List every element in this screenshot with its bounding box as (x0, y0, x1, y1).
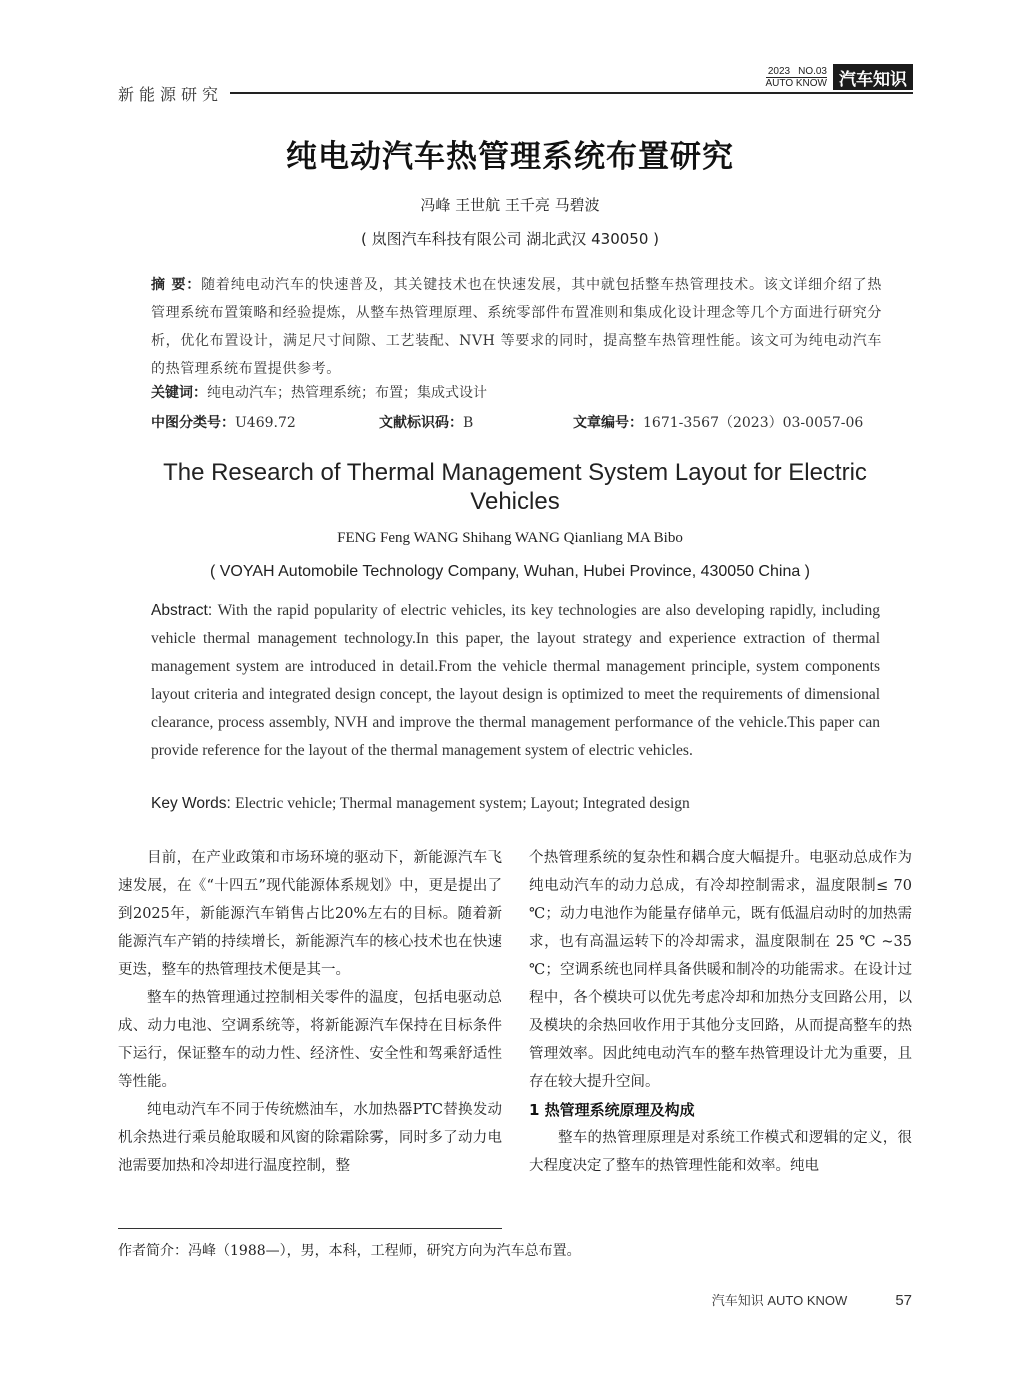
article-number-value: 1671-3567（2023）03-0057-06 (643, 415, 864, 431)
body-paragraph: 整车的热管理通过控制相关零件的温度，包括电驱动总成、动力电池、空调系统等，将新能源汽车保持在目标条件下运行，保证整车的动力性、经济性、安全性和驾乘舒适性等性能。 (118, 990, 502, 1090)
body-paragraph: 纯电动汽车不同于传统燃油车，水加热器PTC替换发动机余热进行乘员舱取暖和风窗的除霜除雾，同时多了动力电池需要加热和冷却进行温度控制，整 (118, 1102, 502, 1174)
body-column-left (118, 844, 502, 1180)
keywords-cn-text: 纯电动汽车；热管理系统；布置；集成式设计 (207, 385, 487, 401)
author-footnote: 作者简介：冯峰（1988—），男，本科，工程师，研究方向为汽车总布置。 (118, 1243, 581, 1259)
keywords-en (151, 795, 880, 813)
article-number-label: 文章编号： (573, 415, 643, 431)
journal-logo: 汽车知识 (833, 64, 913, 90)
running-header (118, 60, 913, 110)
document-code-label: 文献标识码： (379, 415, 463, 431)
article-number (573, 412, 863, 432)
keywords-cn-label: 关键词： (151, 385, 207, 401)
body-paragraph: 目前，在产业政策和市场环境的驱动下，新能源汽车飞速发展，在《“十四五”现代能源体系规划》中，更是提出了到2025年，新能源汽车销售占比20%左右的目标。随着新能源汽车产销的持续增长，新能源汽车的核心技术也在快速更迭，整车的热管理技术便是其一。 (118, 850, 502, 978)
body-paragraph: 个热管理系统的复杂性和耦合度大幅提升。电驱动总成作为纯电动汽车的动力总成，有冷却控制需求，温度限制≤ 70 ℃；动力电池作为能量存储单元，既有低温启动时的加热需求，也有高温运转下的冷却需求，温度限制在 25 ℃ ~35 ℃；空调系统也同样具备供暖和制冷的功能需求。在设计过程中，各个模块可以优先考虑冷却和加热分支回路公用，以及模块的余热回收作用于其他分支回路，从而提高整车的热管理效率。因此纯电动汽车的整车热管理设计尤为重要，且存在较大提升空间。 (529, 850, 912, 1090)
clc-label: 中图分类号： (151, 415, 235, 431)
issue-info (766, 64, 833, 90)
abstract-en-text: With the rapid popularity of electric vehicles, its key technologies are also developing rapidly, including vehicle thermal management technology.In this paper, the layout strategy and experience extraction of thermal management system are introduced in detail.From the vehicle thermal management principle, system components layout criteria and integrated design concept, the layout design is optimized to meet the requirements of dimensional clearance, process assembly, NVH and improve the thermal management performance of the vehicle.This paper can provide reference for the layout of the thermal management system of electric vehicles. (151, 602, 880, 759)
authors-en: FENG Feng WANG Shihang WANG Qianliang MA Bibo (337, 530, 683, 546)
journal-badge (760, 64, 913, 90)
paper-title-cn: 纯电动汽车热管理系统布置研究 (286, 139, 734, 175)
header-rule (230, 92, 913, 94)
page-footer (712, 1290, 912, 1309)
body-column-right (529, 844, 912, 1180)
body-paragraph: 整车的热管理原理是对系统工作模式和逻辑的定义，很大程度决定了整车的热管理性能和效率。纯电 (529, 1130, 912, 1174)
section-heading: 1 热管理系统原理及构成 (529, 1101, 695, 1119)
document-code-value: B (463, 415, 474, 431)
abstract-cn-label: 摘 要： (151, 277, 202, 293)
footer-journal: 汽车知识 AUTO KNOW (711, 1293, 848, 1308)
abstract-cn-text: 随着纯电动汽车的快速普及，其关键技术也在快速发展，其中就包括整车热管理技术。该文详细介绍了热管理系统布置策略和经验提炼，从整车热管理原理、系统零部件布置准则和集成化设计理念等几个方面进行研究分析，优化布置设计，满足尺寸间隙、工艺装配、NVH 等要求的同时，提高整车热管理性能。该文可为纯电动汽车的热管理系统布置提供参考。 (151, 277, 882, 377)
clc-value: U469.72 (235, 415, 296, 431)
footnote-rule (118, 1228, 502, 1229)
issue-number: NO.03 (798, 65, 827, 77)
paper-title-en: The Research of Thermal Management System Layout for Electric Vehicles (163, 459, 867, 515)
issue-year: 2023 (767, 65, 791, 77)
page-number: 57 (895, 1292, 912, 1309)
abstract-cn (151, 271, 882, 383)
journal-name-en: AUTO KNOW (765, 77, 827, 89)
affiliation-cn: ( 岚图汽车科技有限公司 湖北武汉 430050 ) (360, 230, 660, 248)
keywords-cn (151, 382, 882, 402)
keywords-en-label: Key Words: (151, 795, 236, 812)
keywords-en-text: Electric vehicle; Thermal management system; Layout; Integrated design (235, 795, 690, 812)
clc-number (151, 412, 296, 432)
authors-cn: 冯峰 王世航 王千亮 马碧波 (420, 196, 600, 214)
section-name: 新能源研究 (118, 85, 224, 104)
affiliation-en: ( VOYAH Automobile Technology Company, Wuhan, Hubei Province, 430050 China ) (209, 563, 811, 580)
document-code (379, 412, 473, 432)
abstract-en (151, 597, 880, 765)
abstract-en-label: Abstract: (151, 602, 218, 619)
